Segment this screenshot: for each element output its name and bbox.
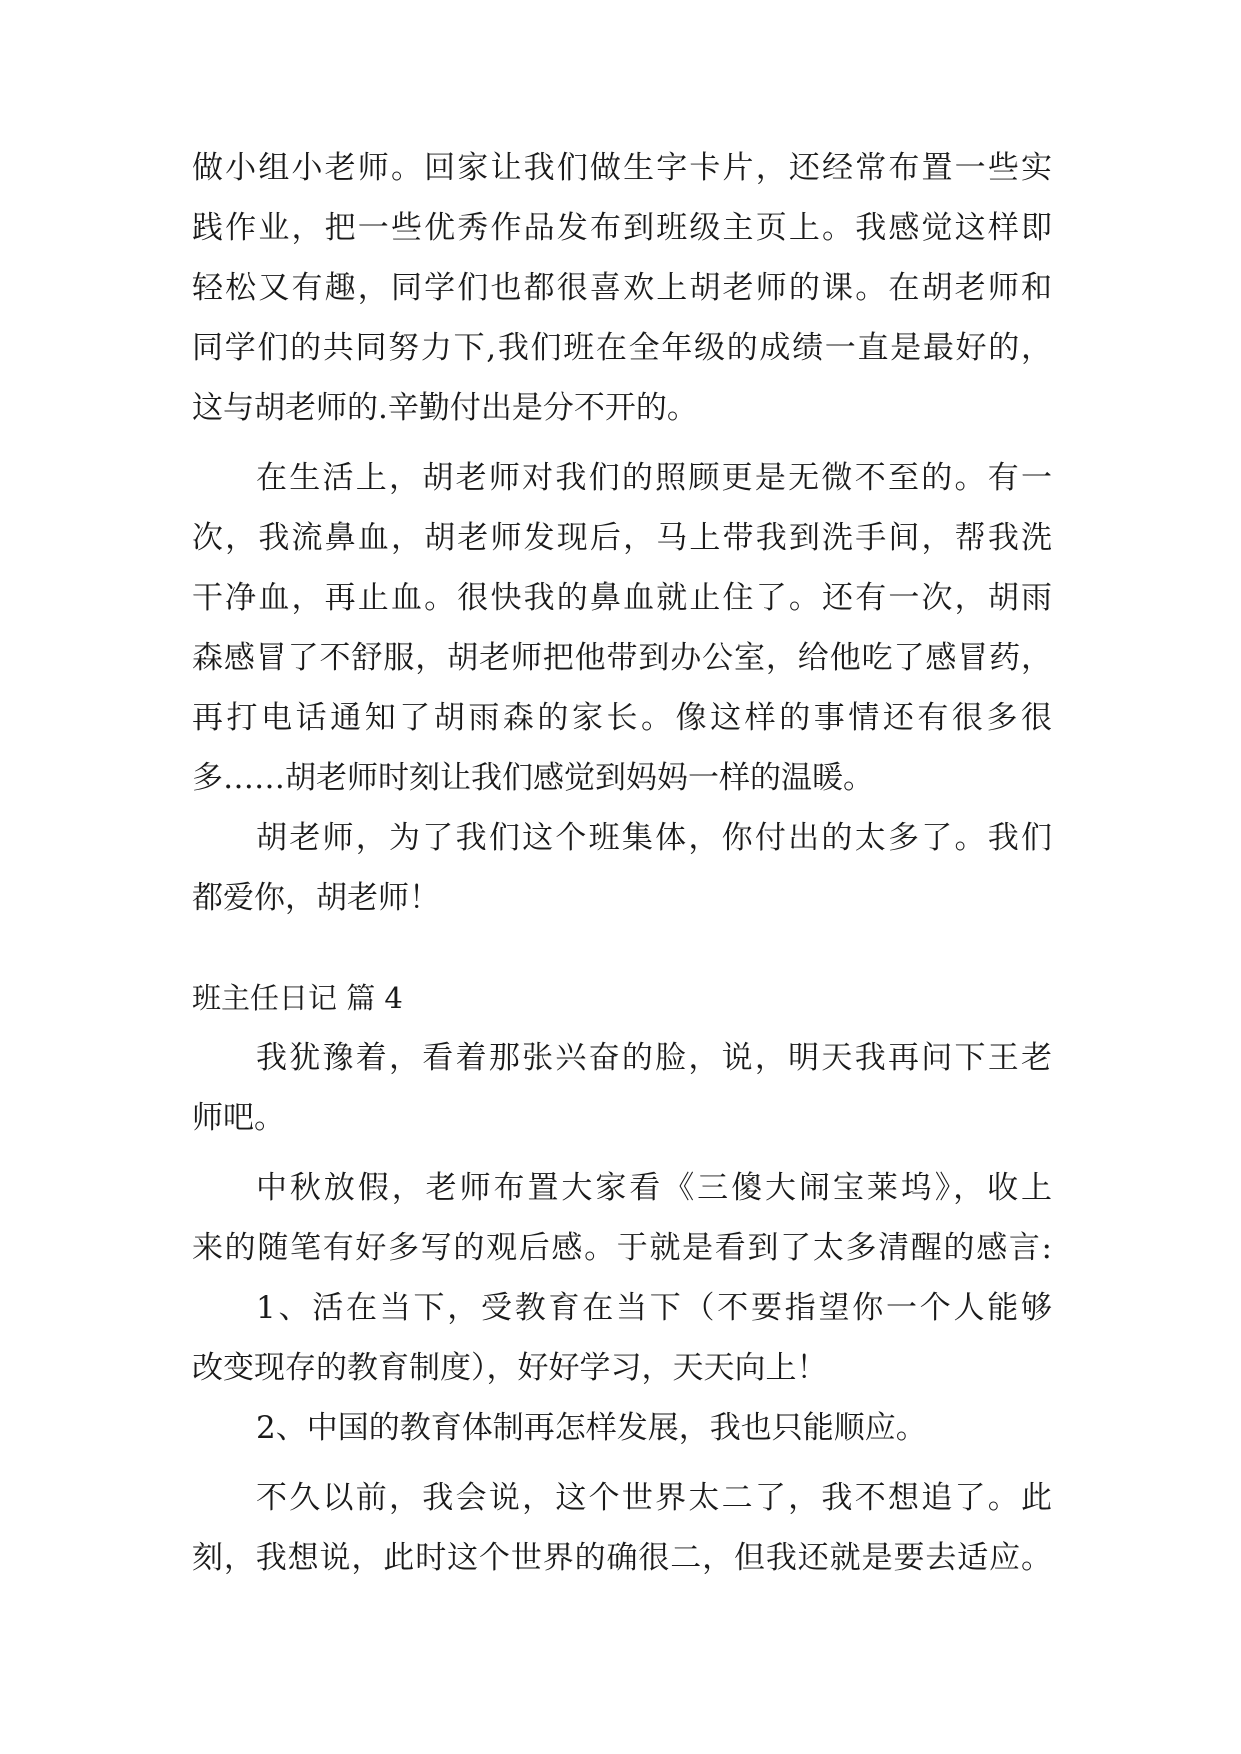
text-line: 刻，我想说，此时这个世界的确很二，但我还就是要去适应。 [192,1540,1052,1576]
text-line: 我犹豫着，看着那张兴奋的脸，说，明天我再问下王老 [256,1040,1052,1076]
text-line: 不久以前，我会说，这个世界太二了，我不想追了。此 [256,1480,1052,1516]
text-line: 轻松又有趣，同学们也都很喜欢上胡老师的课。在胡老师和 [192,270,1052,306]
text-line: 次，我流鼻血，胡老师发现后，马上带我到洗手间，帮我洗 [192,520,1052,556]
text-line: 森感冒了不舒服，胡老师把他带到办公室，给他吃了感冒药， [192,640,1052,676]
text-line: 2、中国的教育体制再怎样发展，我也只能顺应。 [256,1410,927,1446]
text-line: 干净血，再止血。很快我的鼻血就止住了。还有一次，胡雨 [192,580,1052,616]
text-line: 师吧。 [192,1100,285,1136]
section-heading: 班主任日记 篇 4 [192,981,403,1015]
text-line: 中秋放假，老师布置大家看《三傻大闹宝莱坞》，收上 [256,1170,1052,1206]
text-line: 来的随笔有好多写的观后感。于就是看到了太多清醒的感言: [192,1230,1052,1266]
text-line: 胡老师，为了我们这个班集体，你付出的太多了。我们 [256,820,1052,856]
text-line: 在生活上，胡老师对我们的照顾更是无微不至的。有一 [256,460,1052,496]
text-line: 同学们的共同努力下,我们班在全年级的成绩一直是最好的， [192,330,1052,366]
text-line: 做小组小老师。回家让我们做生字卡片，还经常布置一些实 [192,150,1052,186]
text-line: 践作业，把一些优秀作品发布到班级主页上。我感觉这样即 [192,210,1052,246]
text-line: 多……胡老师时刻让我们感觉到妈妈一样的温暖。 [192,760,874,796]
text-line: 这与胡老师的.辛勤付出是分不开的。 [192,390,698,426]
text-line: 都爱你，胡老师！ [192,880,440,916]
text-line: 改变现存的教育制度），好好学习，天天向上！ [192,1350,828,1386]
text-line: 1、活在当下，受教育在当下（不要指望你一个人能够 [256,1290,1052,1326]
text-line: 再打电话通知了胡雨森的家长。像这样的事情还有很多很 [192,700,1052,736]
